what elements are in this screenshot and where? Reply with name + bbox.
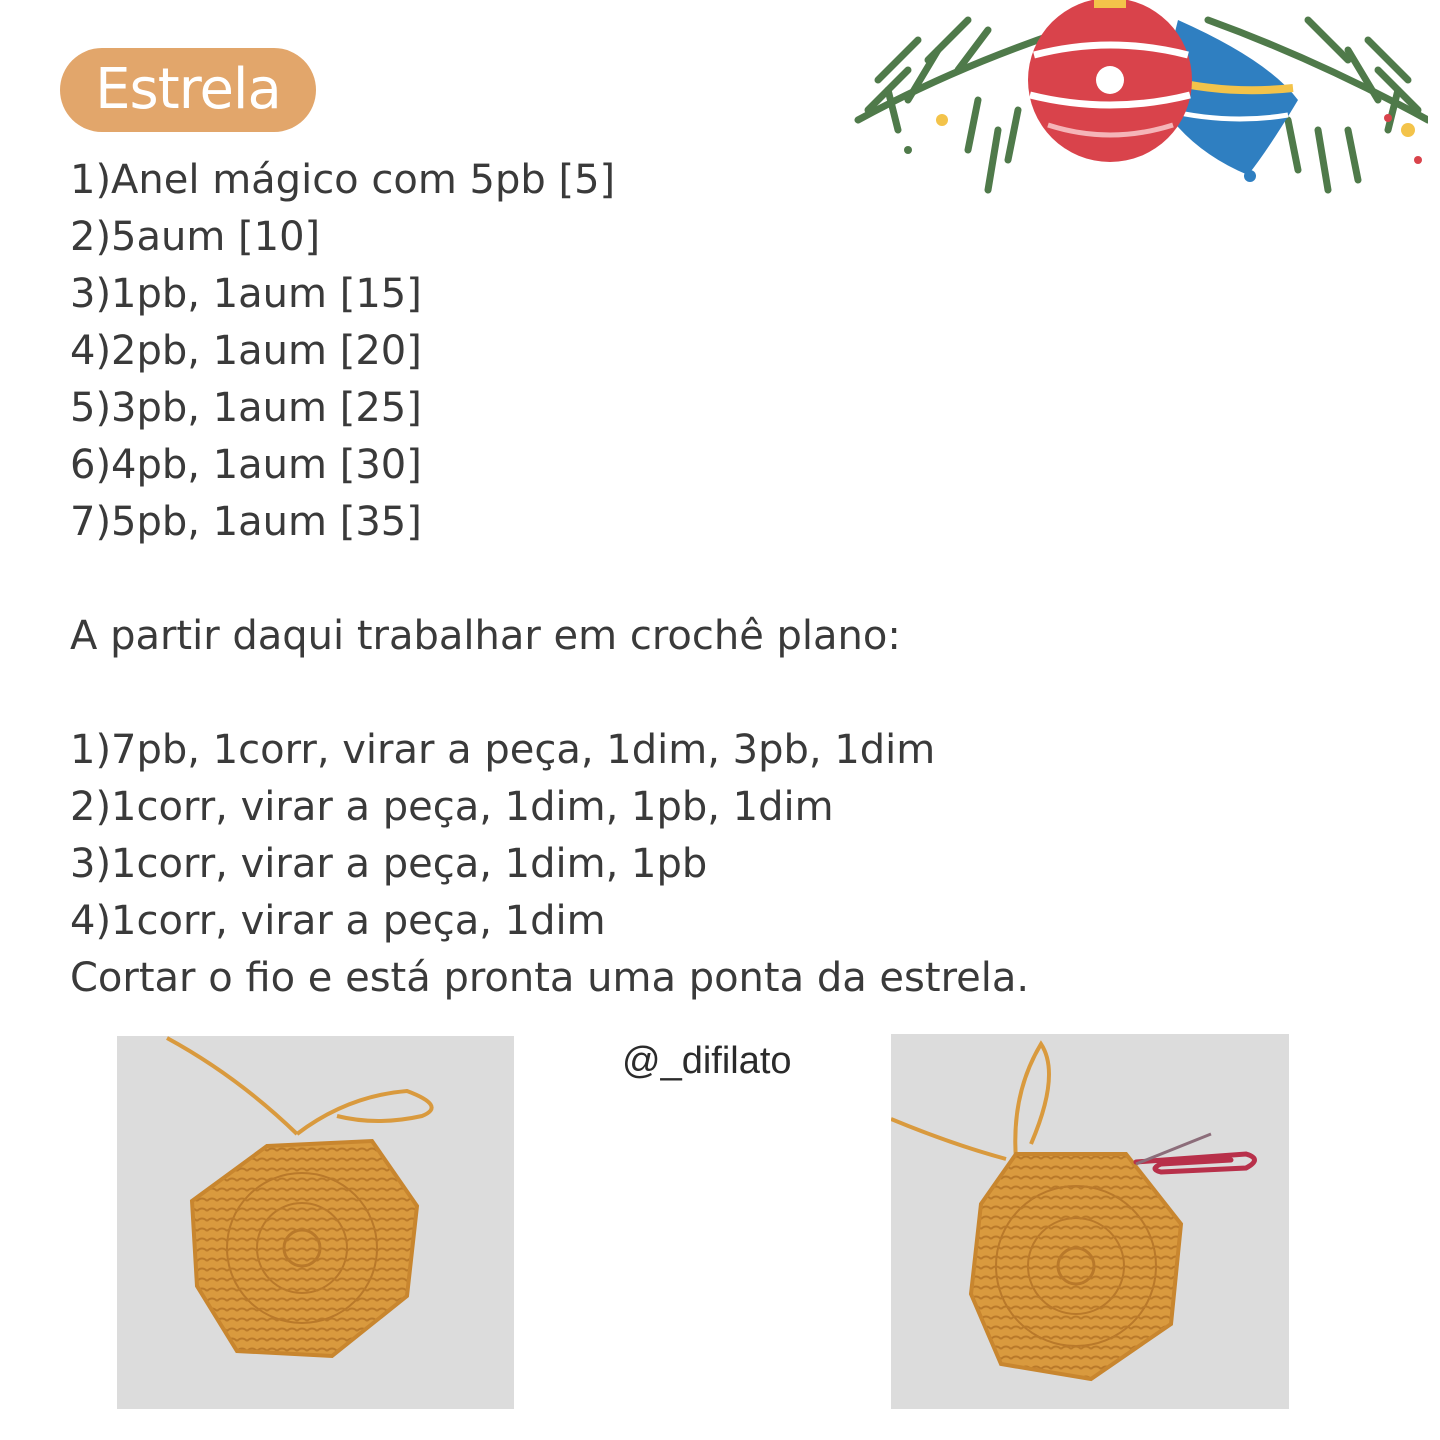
flat-crochet-heading: A partir daqui trabalhar em crochê plano: (70, 613, 901, 659)
round-1: 1)Anel mágico com 5pb [5] (70, 157, 616, 203)
round-5: 5)3pb, 1aum [25] (70, 385, 422, 431)
round-3: 3)1pb, 1aum [15] (70, 271, 422, 317)
flat-row-instructions (70, 722, 935, 950)
title-badge (60, 48, 316, 132)
page-title: Estrela (95, 57, 281, 122)
author-handle: @_difilato (622, 1040, 792, 1082)
round-instructions (70, 152, 615, 551)
crochet-circle-marker-photo (891, 1034, 1289, 1409)
flat-row-4: 4)1corr, virar a peça, 1dim (70, 898, 606, 944)
crochet-circle-photo (117, 1036, 514, 1409)
round-4: 4)2pb, 1aum [20] (70, 328, 422, 374)
flat-row-1: 1)7pb, 1corr, virar a peça, 1dim, 3pb, 1dim (70, 727, 936, 773)
round-7: 7)5pb, 1aum [35] (70, 499, 422, 545)
flat-row-2: 2)1corr, virar a peça, 1dim, 1pb, 1dim (70, 784, 834, 830)
christmas-ornament-decoration (848, 0, 1428, 200)
closing-instruction: Cortar o fio e está pronta uma ponta da estrela. (70, 955, 1030, 1001)
round-6: 6)4pb, 1aum [30] (70, 442, 422, 488)
flat-row-3: 3)1corr, virar a peça, 1dim, 1pb (70, 841, 708, 887)
round-2: 2)5aum [10] (70, 214, 321, 260)
